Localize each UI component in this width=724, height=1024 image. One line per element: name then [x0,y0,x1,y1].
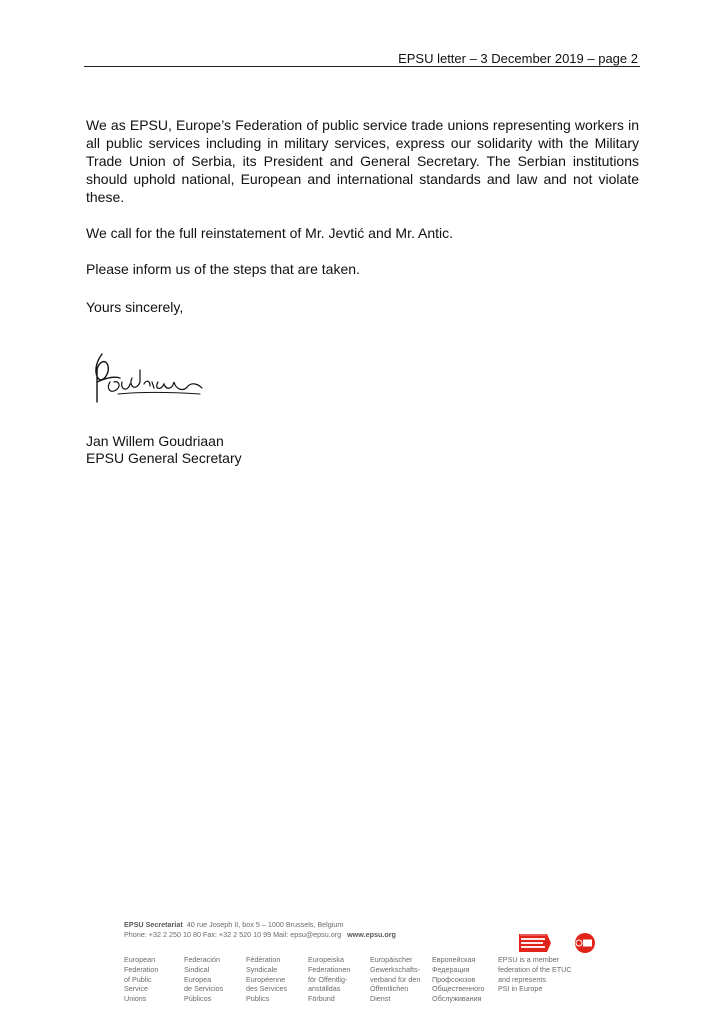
footer-column: Fédération Syndicale Européenne des Services Publics [246,955,288,1004]
signer-title: EPSU General Secretary [86,450,242,466]
etuc-logo [519,934,551,952]
closing-salutation: Yours sincerely, [86,299,184,315]
footer-website: www.epsu.org [347,930,396,939]
footer-column: Federación Sindical Europea de Servicios Públicos [184,955,224,1004]
footer-column: Европейская Федерация Профсоюзов Общественного Обслуживания [432,955,485,1004]
footer-address-line: 40 rue Joseph II, box 5 – 1000 Brussels, Belgium [186,920,344,929]
footer-contact-line: Phone: +32 2 250 10 80 Fax: +32 2 520 10 99 Mail: epsu@epsu.org [124,930,342,939]
body-paragraph: We as EPSU, Europe’s Federation of public service trade unions representing workers in all public services including in military services, express our solidarity with the Military Trade Union of Serbia, its President and General Secretary. The Serbian institutions should uphold national, European and international standards and law and not violate these. [86,117,639,205]
member-logos [517,932,599,954]
footer-column: Europeiska Federationen för Offentlig- anställdas Förbund [308,955,351,1004]
header-divider [84,66,640,67]
footer-column: European Federation of Public Service Unions [124,955,159,1004]
handwritten-signature [88,352,203,410]
body-paragraph: Please inform us of the steps that are taken. [86,261,360,277]
footer-column: Europäischer Gewerkschafts- verband für den Öffentlichen Dienst [370,955,421,1004]
footer-column: EPSU is a member federation of the ETUC and represents PSI in Europe [498,955,572,994]
signer-name: Jan Willem Goudriaan [86,433,224,449]
footer-federation-names [124,955,588,1004]
signer-block [86,433,242,467]
letter-body [86,116,639,296]
psi-logo [575,933,595,953]
body-paragraph: We call for the full reinstatement of Mr. Jevtić and Mr. Antic. [86,225,454,241]
page-header: EPSU letter – 3 December 2019 – page 2 [398,51,638,66]
footer-address [124,920,604,930]
footer-secretariat-label: EPSU Secretariat [124,920,183,929]
